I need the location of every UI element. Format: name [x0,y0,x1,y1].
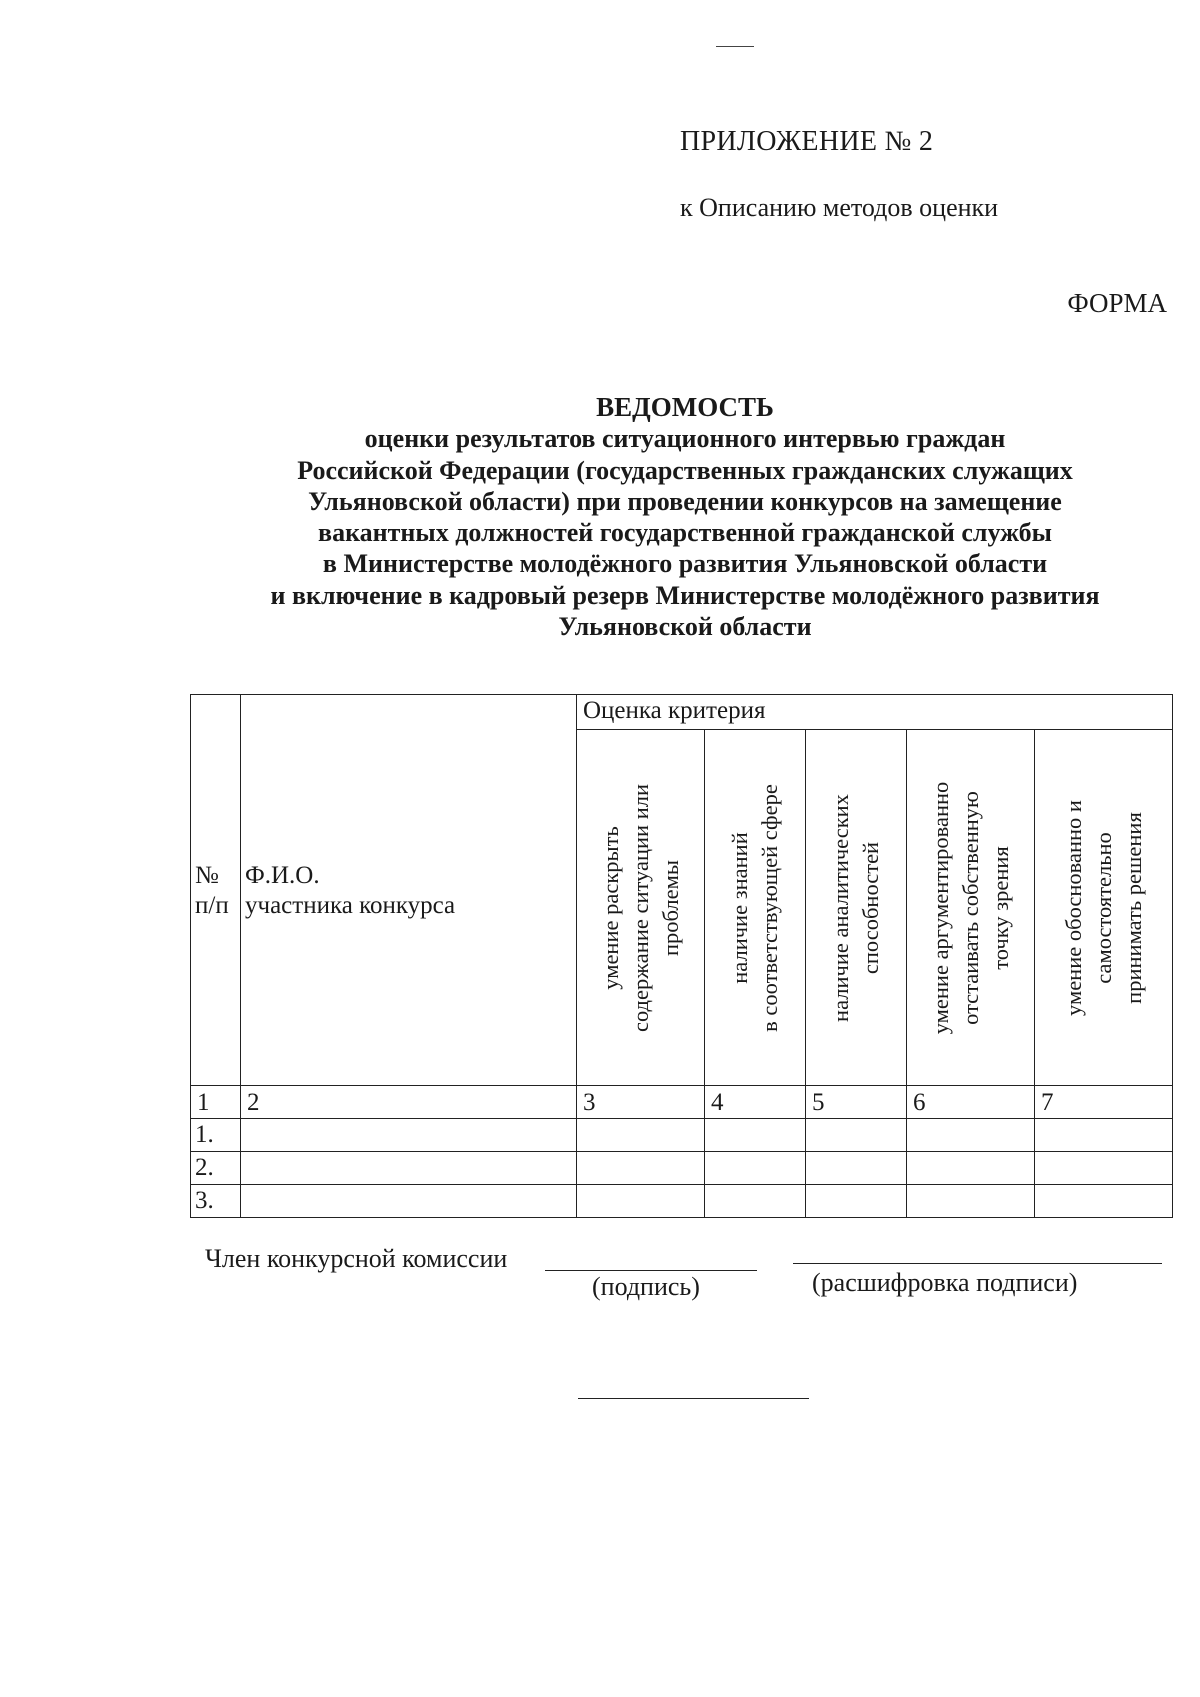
table-cell[interactable] [241,1119,577,1152]
row-number: 2. [191,1152,241,1185]
appendix-title: ПРИЛОЖЕНИЕ № 2 [680,126,934,157]
top-scan-mark [716,46,754,47]
appendix-subtitle: к Описанию методов оценки [680,193,999,222]
criterion-header [705,730,806,1086]
criterion-line: наличие знаний [727,831,752,984]
table-cell[interactable] [806,1185,907,1218]
table-cell[interactable] [577,1185,705,1218]
title-line: оценки результатов ситуационного интервью граждан [364,424,1006,454]
criterion-text [1059,738,1149,1078]
criterion-line: в соответствующей сфере [757,783,782,1032]
signature-caption: (подпись) [592,1272,700,1301]
header-num [191,695,241,1086]
table-cell[interactable] [577,1152,705,1185]
criterion-line: отстаивать собственную [957,790,983,1025]
table-cell[interactable] [907,1185,1035,1218]
table-cell[interactable] [705,1119,806,1152]
criterion-text [826,738,886,1078]
criterion-line: умение обоснованно и [1060,799,1086,1016]
criterion-line: умение раскрыть [597,825,623,990]
criterion-header [907,730,1035,1086]
decoding-line[interactable] [793,1263,1162,1264]
table-cell[interactable] [907,1119,1035,1152]
criterion-header [577,730,705,1086]
table-cell[interactable] [705,1152,806,1185]
criterion-line: содержание ситуации или [627,783,653,1032]
table-row [191,1185,1173,1218]
column-number: 5 [806,1086,907,1119]
row-number: 3. [191,1185,241,1218]
title-line: Российской Федерации (государственных гражданских служащих [297,455,1073,485]
row-number: 1. [191,1119,241,1152]
criterion-text [596,738,686,1078]
assessment-table [190,694,1173,1218]
decoding-caption: (расшифровка подписи) [812,1268,1078,1297]
title-line: и включение в кадровый резерв Министерстве молодёжного развития [270,580,1100,610]
table-cell[interactable] [907,1152,1035,1185]
table-cell[interactable] [241,1185,577,1218]
header-num-line: № [195,862,219,889]
title-line: Ульяновской области [558,612,812,642]
table-cell[interactable] [705,1185,806,1218]
form-label: ФОРМА [1067,288,1167,318]
column-number: 3 [577,1086,705,1119]
column-number: 1 [191,1086,241,1119]
criterion-text [725,738,785,1078]
table-cell[interactable] [806,1152,907,1185]
header-fio [241,695,577,1086]
title-line: вакантных должностей государственной гражданской службы [318,518,1052,548]
table-row [191,1152,1173,1185]
criterion-line: способностей [858,841,883,974]
criterion-header [1035,730,1173,1086]
header-num-line: п/п [195,892,229,919]
title-line: Ульяновской области) при проведении конкурсов на замещение [308,486,1062,516]
criterion-line: наличие аналитических [828,793,853,1022]
table-cell[interactable] [1035,1152,1173,1185]
column-number: 6 [907,1086,1035,1119]
table-row [191,1119,1173,1152]
column-number: 4 [705,1086,806,1119]
title-line: в Министерстве молодёжного развития Ульяновской области [322,549,1048,579]
title-main: ВЕДОМОСТЬ [596,392,774,422]
bottom-line [578,1398,809,1399]
criteria-group-header: Оценка критерия [577,695,1173,730]
signature-line[interactable] [545,1270,757,1271]
criterion-line: умение аргументированно [927,781,953,1034]
table-cell[interactable] [1035,1185,1173,1218]
criterion-line: принимать решения [1120,811,1146,1004]
signature-label: Член конкурсной комиссии [205,1244,508,1273]
header-fio-line: Ф.И.О. [245,862,320,889]
table-cell[interactable] [241,1152,577,1185]
table-cell[interactable] [577,1119,705,1152]
criterion-line: проблемы [657,859,683,956]
column-number: 2 [241,1086,577,1119]
document-title [160,392,1200,642]
table-cell[interactable] [806,1119,907,1152]
header-fio-line: участника конкурса [245,892,456,919]
column-number: 7 [1035,1086,1173,1119]
criterion-header [806,730,907,1086]
table-cell[interactable] [1035,1119,1173,1152]
criterion-line: самостоятельно [1090,831,1116,984]
criterion-line: точку зрения [987,845,1013,970]
criterion-text [926,738,1016,1078]
